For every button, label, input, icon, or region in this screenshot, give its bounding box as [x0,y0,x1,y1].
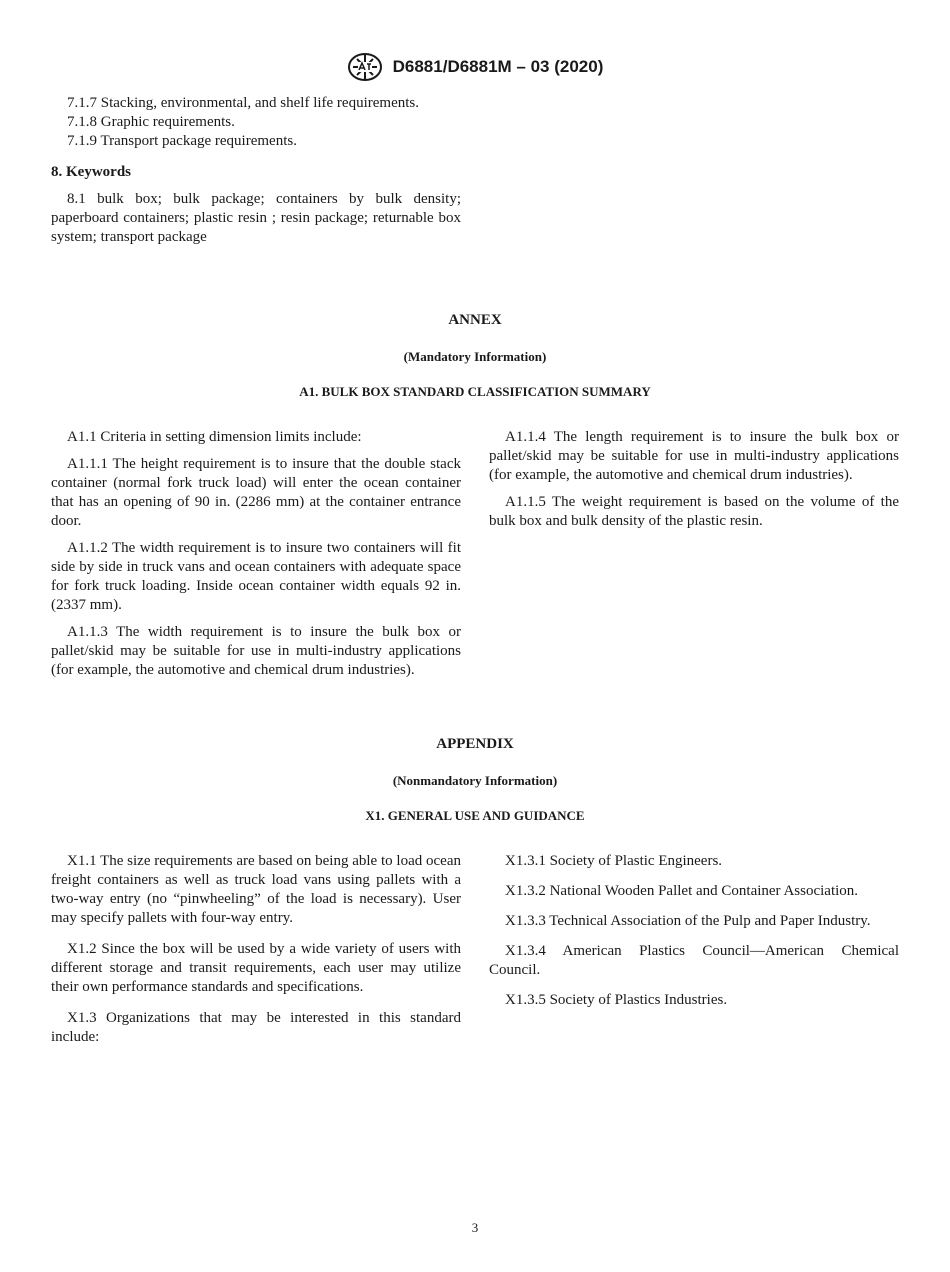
annex-left-column [51,428,461,688]
paragraph: A1.1.4 The length requirement is to insure the bulk box or pallet/skid may be suitable for use in multi-industry applications (for example, the automotive and chemical drum industries). [489,429,899,483]
appendix-left-column [51,852,461,1055]
list-item: X1.3.1 Society of Plastic Engineers. [505,853,723,869]
annex-section-heading: A1. BULK BOX STANDARD CLASSIFICATION SUMMARY [299,384,651,399]
paragraph: A1.1.1 The height requirement is to insure that the double stack container (normal fork truck load) will enter the ocean container that has an opening of 90 in. (2286 mm) at the container entrance door. [51,456,461,529]
list-item: X1.3.4 American Plastics Council—American Chemical Council. [489,943,899,978]
keywords-heading: 8. Keywords [51,164,131,180]
paragraph: A1.1.5 The weight requirement is based on the volume of the bulk box and bulk density of the plastic resin. [489,494,899,529]
list-item: 7.1.7 Stacking, environmental, and shelf life requirements. [67,95,419,111]
annex-right-column [489,428,899,539]
paragraph: X1.3 Organizations that may be interested in this standard include: [51,1010,461,1045]
paragraph: A1.1 Criteria in setting dimension limits include: [67,429,362,445]
list-item: 7.1.9 Transport package requirements. [67,133,297,149]
paragraph: A1.1.3 The width requirement is to insure the bulk box or pallet/skid may be suitable for use in multi-industry applications (for example, the automotive and chemical drum industries). [51,624,461,678]
appendix-title: APPENDIX [436,736,514,752]
page-header [0,52,950,82]
document-id: D6881/D6881M – 03 (2020) [392,57,604,76]
appendix-subtitle: (Nonmandatory Information) [392,773,558,788]
list-item: X1.3.3 Technical Association of the Pulp and Paper Industry. [505,913,871,929]
annex-subtitle: (Mandatory Information) [403,349,547,364]
paragraph: X1.1 The size requirements are based on being able to load ocean freight containers as well as truck load vans using pallets with a two-way entry (no “pinwheeling” of the load is necessary). User may specify pallets with four-way entry. [51,853,461,926]
keywords-text: 8.1 bulk box; bulk package; containers by bulk density; paperboard containers; plastic resin ; resin package; returnable box system; transport package [51,191,461,245]
annex-title: ANNEX [448,312,502,328]
appendix-right-column [489,852,899,1018]
appendix-section-heading: X1. GENERAL USE AND GUIDANCE [365,808,585,823]
list-item: X1.3.5 Society of Plastics Industries. [505,992,728,1008]
astm-logo-icon [347,52,383,82]
list-item: 7.1.8 Graphic requirements. [67,114,235,130]
list-item: X1.3.2 National Wooden Pallet and Container Association. [505,883,859,899]
page-number: 3 [471,1220,479,1235]
paragraph: X1.2 Since the box will be used by a wide variety of users with different storage and transit requirements, each user may utilize their own performance standards and specifications. [51,941,461,995]
top-section [51,94,461,255]
paragraph: A1.1.2 The width requirement is to insure two containers will fit side by side in truck vans and ocean containers with adequate space for fork truck loading. Inside ocean container width equals 92 in. (2337 mm). [51,540,461,613]
